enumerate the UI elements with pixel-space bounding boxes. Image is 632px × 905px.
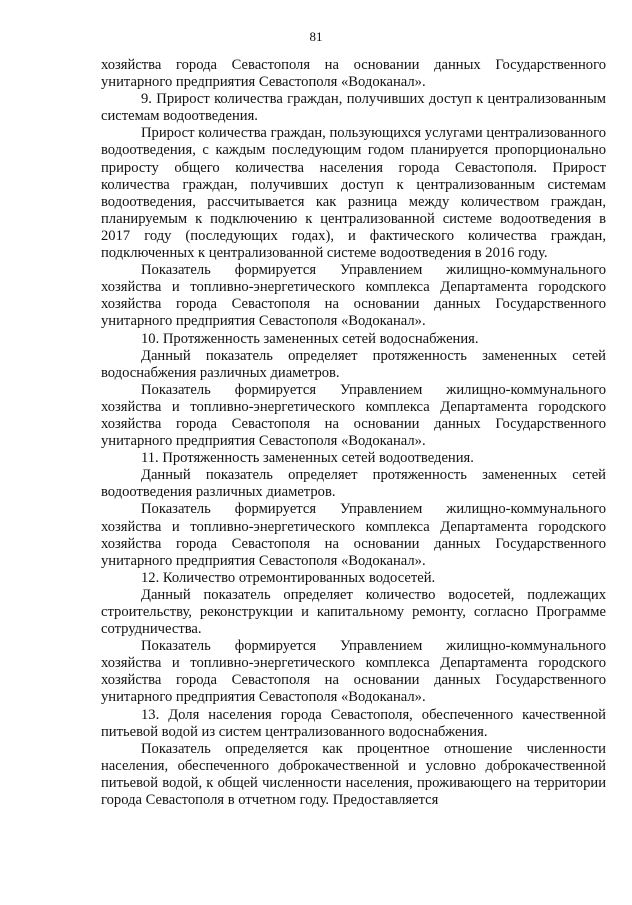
paragraph: Показатель определяется как процентное отношение численности населения, обеспеченного доброкачественной и условно доброкачественной питьевой водой, к общей численности населения, проживающего на территории города Севастополя в отчетном году. Предоставляется xyxy=(101,740,606,809)
paragraph: Прирост количества граждан, пользующихся услугами централизованного водоотведения, с каждым последующим годом планируется пропорционально приросту общего количества населения города Севастополя. Прирост количества граждан, получивших доступ к централизованным системам водоотведения, рассчитывается как разница между количеством граждан, планируемым к подключению к централизованной системе водоотведения в 2017 году (последующих годах), и фактического количества граждан, подключенных к централизованной системе водоотведения в 2016 году. xyxy=(101,125,606,262)
paragraph: Показатель формируется Управлением жилищно-коммунального хозяйства и топливно-энергетического комплекса Департамента городского хозяйства города Севастополя на основании данных Государственного унитарного предприятия Севастополя «Водоканал». xyxy=(101,262,606,330)
paragraph: хозяйства города Севастополя на основании данных Государственного унитарного предприятия Севастополя «Водоканал». xyxy=(101,57,606,91)
paragraph: 9. Прирост количества граждан, получивших доступ к централизованным системам водоотведения. xyxy=(101,91,606,125)
paragraph: Данный показатель определяет протяженность замененных сетей водоотведения различных диаметров. xyxy=(101,467,606,501)
paragraph: 12. Количество отремонтированных водосетей. xyxy=(141,569,436,586)
document-body xyxy=(101,57,606,809)
paragraph: 13. Доля населения города Севастополя, обеспеченного качественной питьевой водой из систем централизованного водоснабжения. xyxy=(101,706,606,740)
paragraph: Данный показатель определяет протяженность замененных сетей водоснабжения различных диаметров. xyxy=(101,347,606,381)
paragraph: Показатель формируется Управлением жилищно-коммунального хозяйства и топливно-энергетического комплекса Департамента городского хозяйства города Севастополя на основании данных Государственного унитарного предприятия Севастополя «Водоканал». xyxy=(101,501,606,569)
paragraph: Показатель формируется Управлением жилищно-коммунального хозяйства и топливно-энергетического комплекса Департамента городского хозяйства города Севастополя на основании данных Государственного унитарного предприятия Севастополя «Водоканал». xyxy=(101,638,606,706)
paragraph: Данный показатель определяет количество водосетей, подлежащих строительству, реконструкции и капитальному ремонту, согласно Программе сотрудничества. xyxy=(101,586,606,638)
paragraph: 10. Протяженность замененных сетей водоснабжения. xyxy=(141,330,479,347)
paragraph: Показатель формируется Управлением жилищно-коммунального хозяйства и топливно-энергетического комплекса Департамента городского хозяйства города Севастополя на основании данных Государственного унитарного предприятия Севастополя «Водоканал». xyxy=(101,381,606,450)
paragraph: 11. Протяженность замененных сетей водоотведения. xyxy=(141,450,474,467)
page-number: 81 xyxy=(309,29,323,44)
